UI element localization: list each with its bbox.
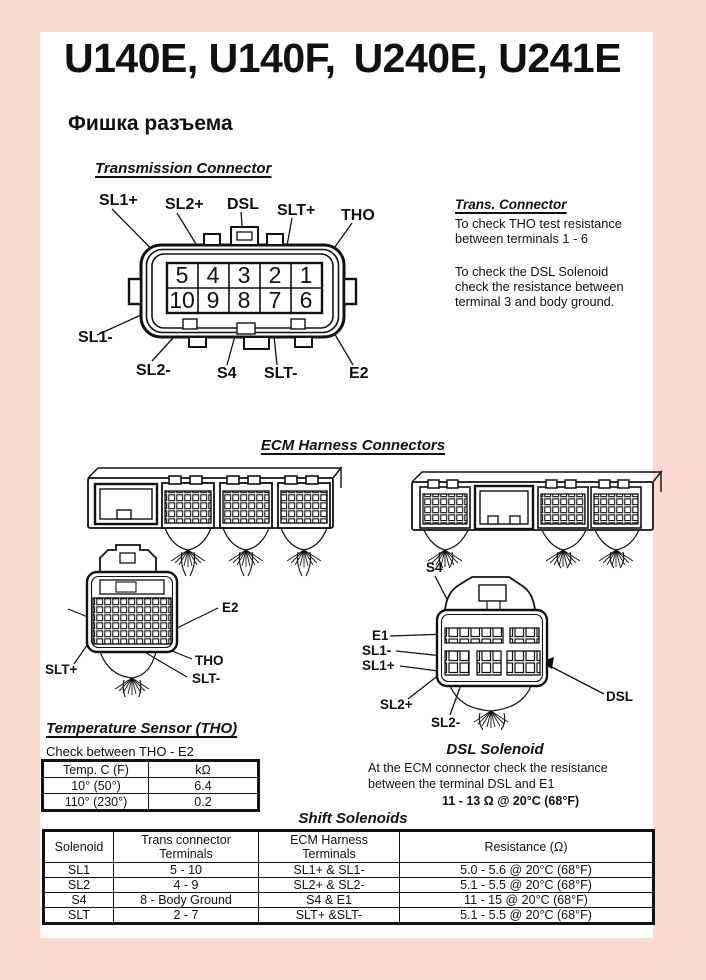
table-row: [43, 778, 259, 794]
table-cell: 5.1 - 5.5 @ 20°C (68°F): [400, 908, 654, 924]
note-line: between terminals 1 - 6: [455, 231, 589, 246]
page-title: [64, 35, 621, 82]
pin-number-2: 2: [268, 262, 282, 288]
pin-number-1: 1: [299, 262, 313, 288]
label-slt-minus: SLT-: [264, 365, 298, 382]
table-cell: 4 - 9: [114, 878, 259, 893]
header-cell: Solenoid: [44, 831, 114, 863]
label-sl2-plus: SL2+: [165, 196, 204, 213]
table-cell: 11 - 15 @ 20°C (68°F): [400, 893, 654, 908]
label-s4: S4: [217, 365, 237, 382]
table-header-row: [43, 761, 259, 778]
temperature-sensor-note: Check between THO - E2: [46, 744, 194, 759]
label-sl2-minus: SL2-: [136, 362, 171, 379]
table-cell: SL2: [44, 878, 114, 893]
table-cell: S4: [44, 893, 114, 908]
table-cell: 5 - 10: [114, 863, 259, 878]
dsl-solenoid-line: between the terminal DSL and E1: [368, 777, 555, 791]
table-row: [44, 893, 654, 908]
table-cell: SLT: [44, 908, 114, 924]
table-cell: 5.1 - 5.5 @ 20°C (68°F): [400, 878, 654, 893]
label-sl1-minus: SL1-: [362, 643, 392, 658]
table-cell: 0.2: [149, 794, 259, 811]
pin-number-3: 3: [237, 262, 251, 288]
label-sl2-plus: SL2+: [380, 697, 413, 712]
shift-solenoids-heading: Shift Solenoids: [298, 810, 408, 827]
pin-number-8: 8: [237, 287, 251, 313]
label-tho: THO: [195, 653, 224, 668]
label-sl1-minus: SL1-: [78, 329, 113, 346]
label-sl1-plus: SL1+: [99, 192, 138, 209]
title-models-left: U140E, U140F,: [64, 35, 336, 81]
header-cell: Temp. C (F): [43, 761, 149, 778]
table-cell: 5.0 - 5.6 @ 20°C (68°F): [400, 863, 654, 878]
table-cell: 8 - Body Ground: [114, 893, 259, 908]
temperature-sensor-heading: Temperature Sensor (THO): [46, 720, 238, 737]
note-line: To check THO test resistance: [455, 216, 622, 231]
page-subtitle: Фишка разъема: [68, 112, 233, 135]
table-row: [44, 863, 654, 878]
shift-solenoids-table: [42, 829, 655, 925]
label-sl2-minus: SL2-: [431, 715, 461, 730]
header-cell: Trans connector Terminals: [114, 831, 259, 863]
ecm-right-figure: [360, 458, 695, 730]
table-cell: 2 - 7: [114, 908, 259, 924]
table-cell: 10° (50°): [43, 778, 149, 794]
ecm-right-unit: [412, 472, 661, 568]
trans-connector-note-heading: Trans. Connector: [455, 197, 567, 212]
dsl-solenoid-line: At the ECM connector check the resistance: [368, 761, 608, 775]
label-s4: S4: [426, 560, 443, 575]
header-cell: Resistance (Ω): [400, 831, 654, 863]
table-row: [43, 794, 259, 811]
dsl-solenoid-heading: DSL Solenoid: [446, 741, 544, 758]
dsl-solenoid-value: 11 - 13 Ω @ 20°C (68°F): [442, 794, 580, 808]
table-header-row: [44, 831, 654, 863]
table-row: [44, 878, 654, 893]
transmission-connector-heading: Transmission Connector: [95, 160, 272, 177]
pin-number-9: 9: [206, 287, 220, 313]
pin-number-4: 4: [206, 262, 220, 288]
table-cell: S4 & E1: [259, 893, 400, 908]
label-slt-plus: SLT+: [45, 662, 78, 677]
label-e2: E2: [222, 600, 239, 615]
temperature-table: [41, 759, 260, 812]
table-cell: SL1+ & SL1-: [259, 863, 400, 878]
note-line: To check the DSL Solenoid: [455, 264, 609, 279]
label-dsl: DSL: [227, 196, 259, 213]
transmission-connector-figure: [55, 183, 405, 385]
label-dsl: DSL: [606, 689, 633, 704]
table-cell: 6.4: [149, 778, 259, 794]
table-row: [44, 908, 654, 924]
label-sl1-plus: SL1+: [362, 658, 395, 673]
pin-number-6: 6: [299, 287, 313, 313]
pin-number-7: 7: [268, 287, 282, 313]
header-cell: kΩ: [149, 761, 259, 778]
ecm-left-connector: [87, 545, 177, 697]
table-cell: 110° (230°): [43, 794, 149, 811]
ecm-left-figure: [40, 462, 370, 697]
note-line: terminal 3 and body ground.: [455, 294, 615, 309]
table-cell: SLT+ &SLT-: [259, 908, 400, 924]
label-slt-minus: SLT-: [192, 671, 221, 686]
label-e2: E2: [349, 365, 369, 382]
table-cell: SL1: [44, 863, 114, 878]
trans-connector-note: [455, 197, 645, 309]
pin-number-10: 10: [169, 287, 195, 313]
label-tho: THO: [341, 207, 375, 224]
note-line: check the resistance between: [455, 279, 624, 294]
title-models-right: U240E, U241E: [353, 35, 622, 81]
label-e1: E1: [372, 628, 389, 643]
pin-number-5: 5: [175, 262, 189, 288]
header-cell: ECM Harness Terminals: [259, 831, 400, 863]
table-cell: SL2+ & SL2-: [259, 878, 400, 893]
ecm-harness-heading: ECM Harness Connectors: [260, 437, 446, 454]
label-slt-plus: SLT+: [277, 202, 316, 219]
